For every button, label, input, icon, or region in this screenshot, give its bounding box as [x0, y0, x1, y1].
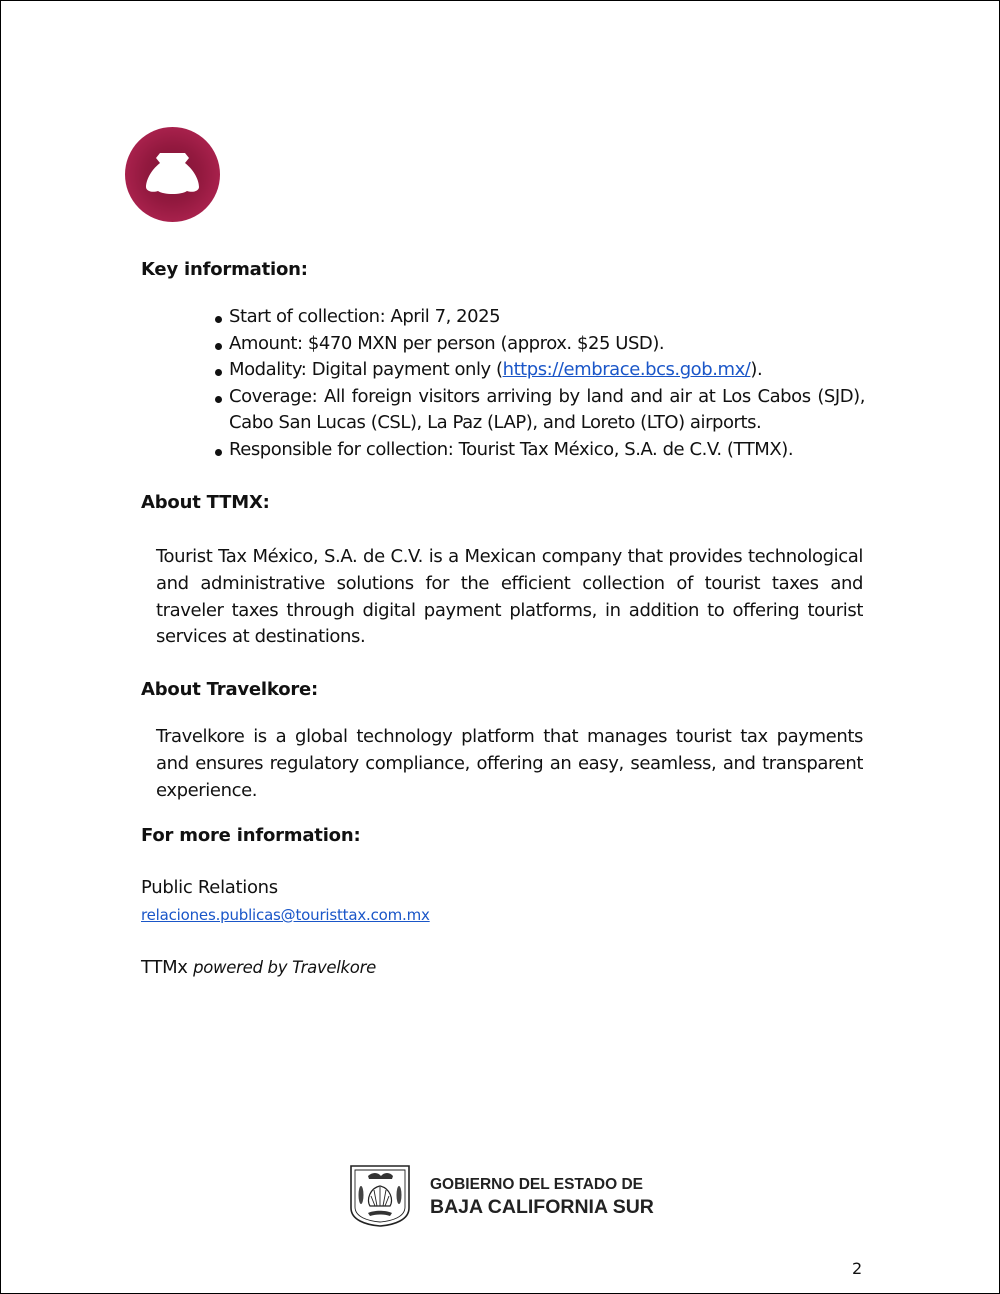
shell-logo-icon [125, 127, 220, 222]
page-number: 2 [852, 1259, 863, 1278]
list-item: Start of collection: April 7, 2025 [213, 304, 865, 331]
list-item: Responsible for collection: Tourist Tax México, S.A. de C.V. (TTMX). [213, 437, 865, 464]
government-line-1: GOBIERNO DEL ESTADO DE [430, 1176, 644, 1193]
key-information-list [213, 304, 865, 464]
government-line-2: BAJA CALIFORNIA SUR [430, 1196, 654, 1218]
bullet-icon [215, 343, 222, 350]
email-link[interactable]: relaciones.publicas@touristtax.com.mx [141, 906, 430, 924]
key-information-heading: Key information: [141, 259, 308, 280]
about-travelkore-heading: About Travelkore: [141, 679, 319, 700]
brand-name: TTMx [141, 957, 188, 978]
more-information-heading: For more information: [141, 825, 361, 846]
bullet-icon [215, 316, 222, 323]
state-seal-icon [348, 1162, 412, 1228]
about-ttmx-heading: About TTMX: [141, 492, 270, 513]
about-ttmx-body: Tourist Tax México, S.A. de C.V. is a Mexican company that provides technological and administrative solutions for the efficient collection of tourist taxes and traveler taxes through digital payment platforms, in addition to offering tourist services at destinations. [156, 546, 863, 648]
bullet-icon [215, 449, 222, 456]
list-item: Coverage: All foreign visitors arriving by land and air at Los Cabos (SJD), Cabo San Lucas (CSL), La Paz (LAP), and Loreto (LTO) airports. [213, 384, 865, 437]
embrace-link[interactable]: https://embrace.bcs.gob.mx/ [502, 359, 751, 381]
brand-tagline: powered by Travelkore [193, 958, 376, 977]
signoff [141, 957, 376, 978]
public-relations-label: Public Relations [141, 877, 278, 898]
list-item: Amount: $470 MXN per person (approx. $25 USD). [213, 331, 865, 358]
list-item-modality: Modality: Digital payment only (https://embrace.bcs.gob.mx/). [213, 357, 865, 384]
about-travelkore-body: Travelkore is a global technology platform that manages tourist tax payments and ensures regulatory compliance, offering an easy, seamless, and transparent experience. [156, 726, 863, 801]
bullet-icon [215, 369, 222, 376]
bullet-icon [215, 396, 222, 403]
